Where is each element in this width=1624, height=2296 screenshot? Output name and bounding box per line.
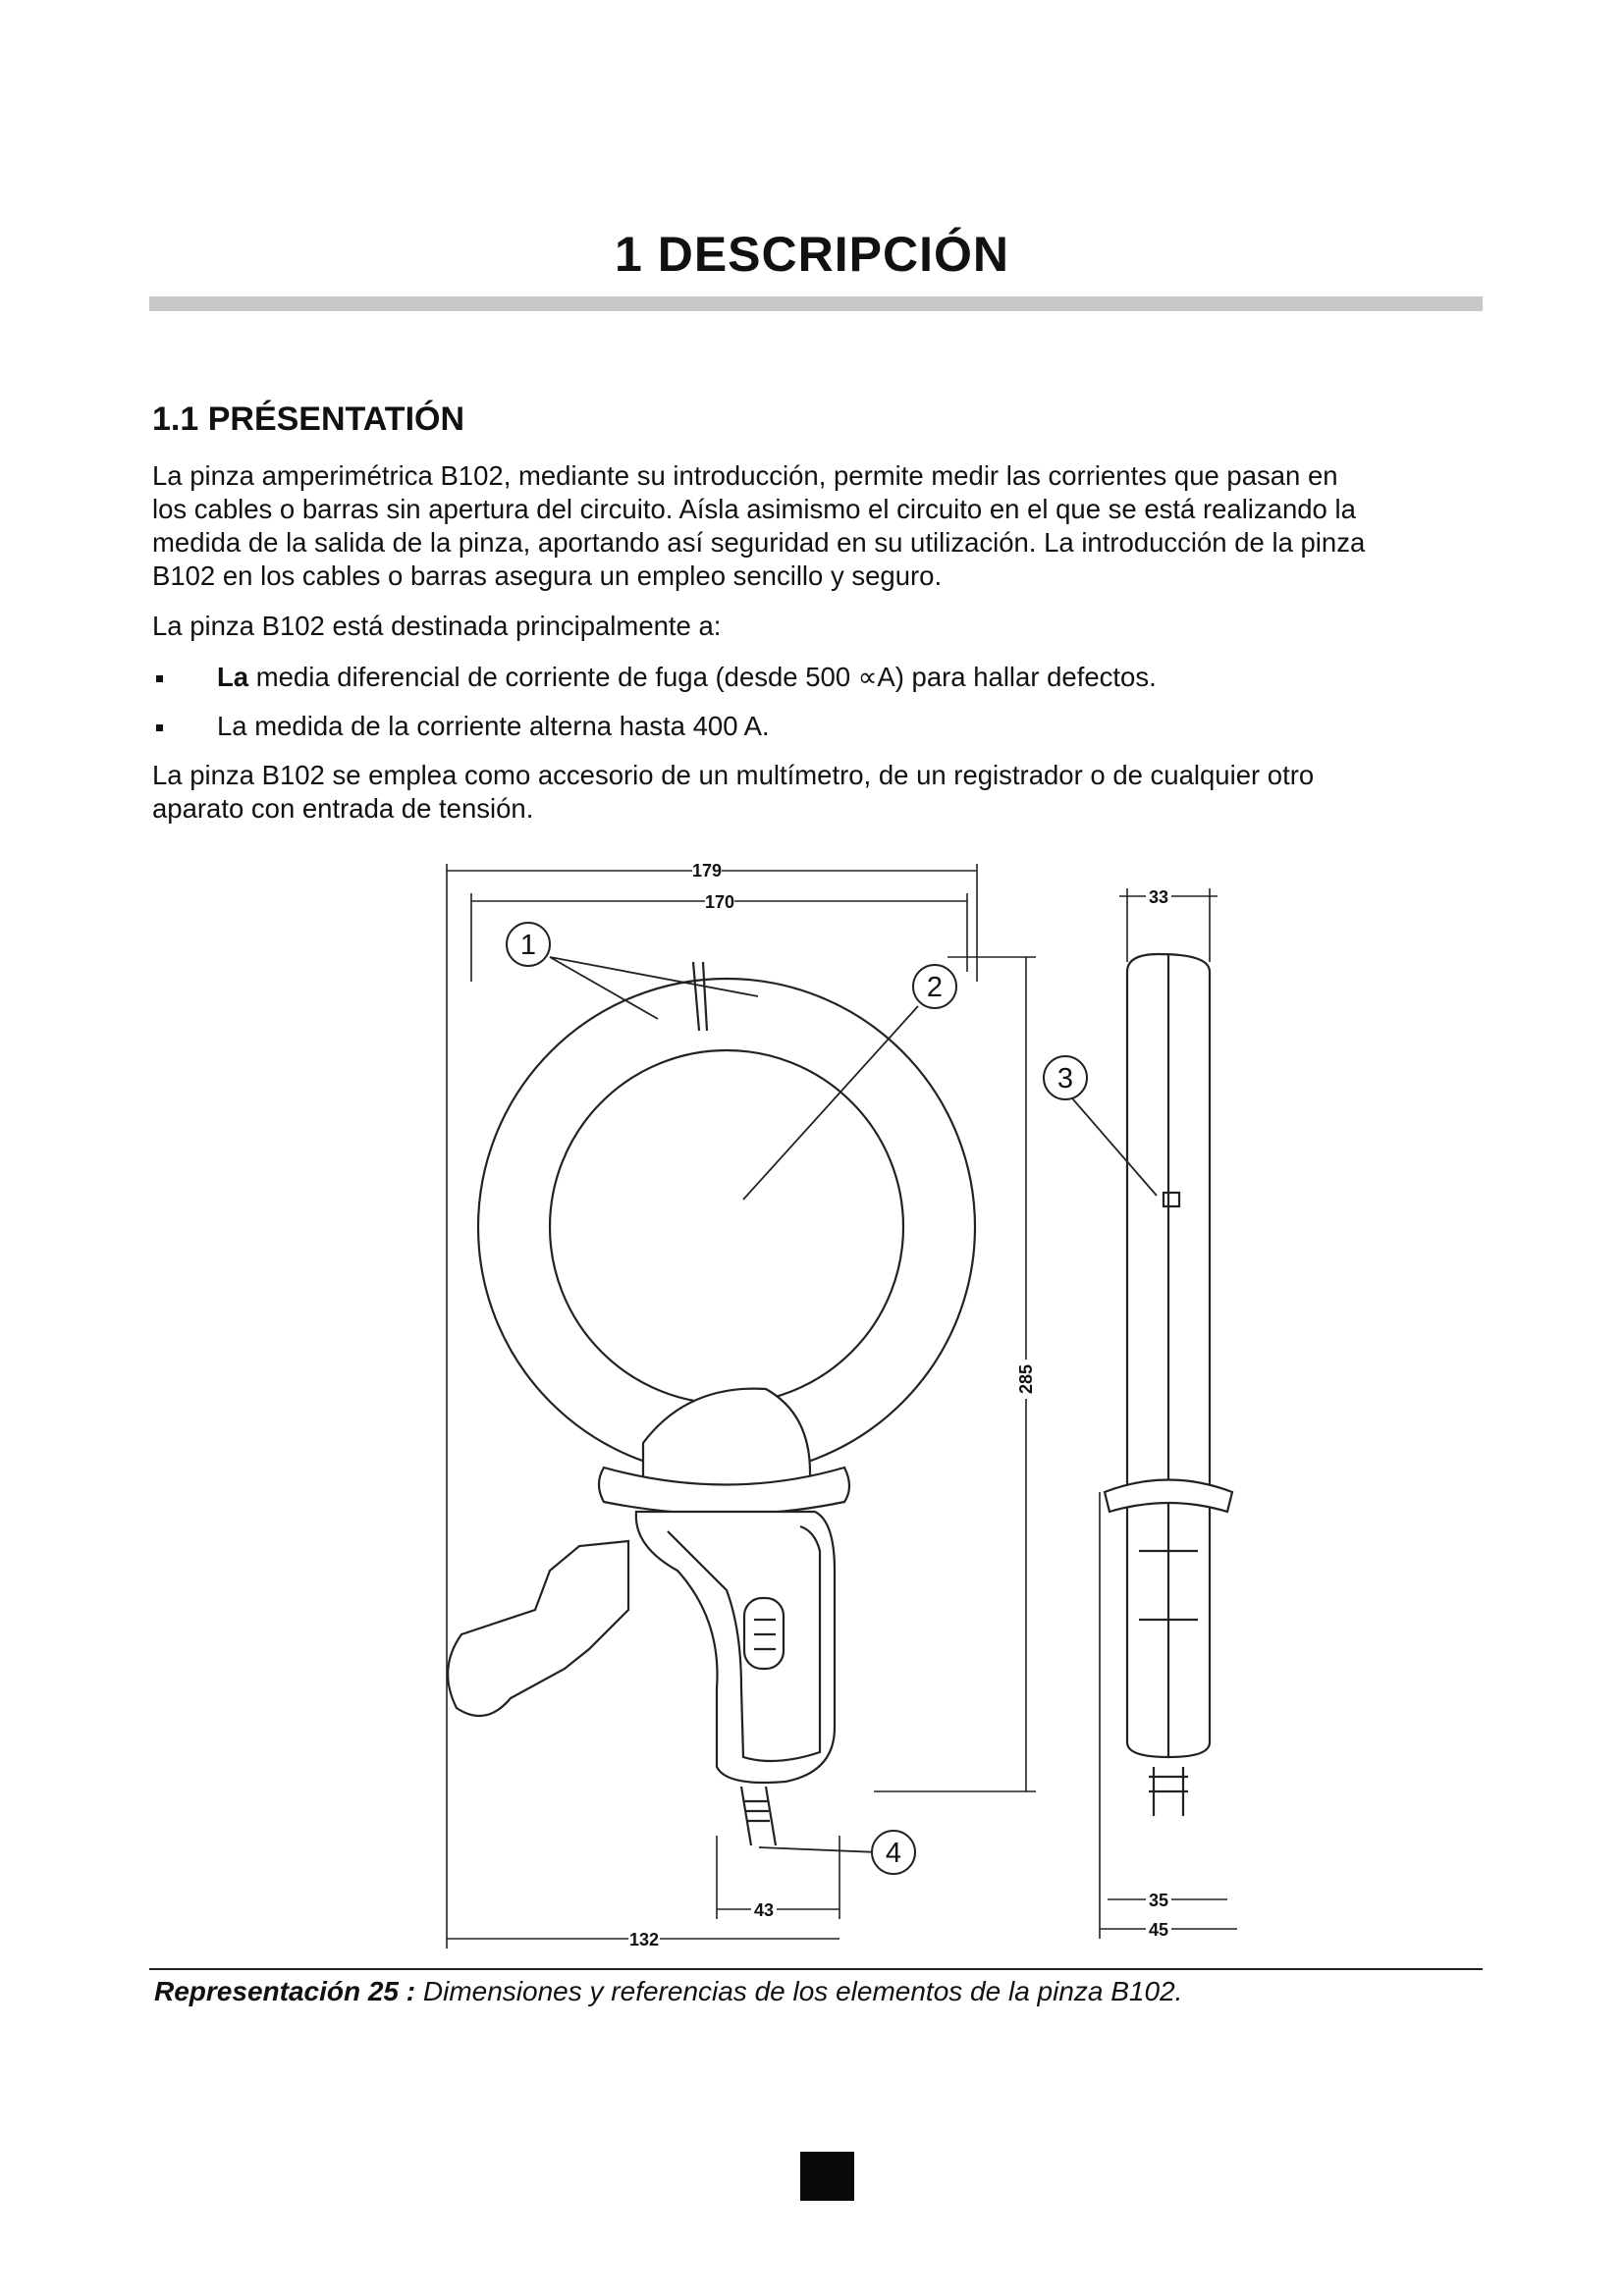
callout-label: 2	[926, 972, 944, 1003]
bullet-marker	[156, 675, 163, 682]
section-title: 1.1 PRÉSENTATIÓN	[152, 400, 465, 438]
dim-label-45: 45	[1148, 1920, 1169, 1940]
dim-label-132: 132	[628, 1930, 660, 1949]
caption-divider	[149, 1968, 1483, 1970]
bullet-text: media diferencial de corriente de fuga (desde 500 ∝A) para hallar defectos.	[248, 662, 1157, 692]
figure-caption	[154, 1976, 1182, 2007]
chapter-divider	[149, 296, 1483, 311]
bullet-text: medida de la corriente alterna hasta 400 A.	[246, 711, 770, 741]
dim-label-179: 179	[691, 861, 723, 881]
intro-line: los cables o barras sin apertura del circuito. Aísla asimismo el circuito en el que se está realizando la	[152, 494, 1356, 524]
chapter-title: 1 DESCRIPCIÓN	[615, 227, 1009, 282]
caption-text: Dimensiones y referencias de los elementos de la pinza B102.	[415, 1976, 1183, 2006]
intro-line: B102 en los cables o barras asegura un empleo sencillo y seguro.	[152, 561, 943, 591]
callout-label: 4	[885, 1838, 902, 1869]
callout-label: 3	[1056, 1063, 1074, 1095]
dim-label-35: 35	[1148, 1891, 1169, 1910]
page-number-box	[800, 2152, 854, 2201]
caption-label: Representación 25 :	[154, 1976, 416, 2006]
clamp-diagram	[432, 854, 1237, 1953]
bullet-lead: La	[217, 662, 249, 692]
intro-line: medida de la salida de la pinza, aportando así seguridad en su utilización. La introducción de la pinza	[152, 527, 1366, 558]
clamp-jaw-inner	[550, 1050, 903, 1404]
bullet-lead: La	[217, 711, 247, 741]
bullet-marker	[156, 724, 163, 731]
handle-grip	[636, 1512, 835, 1783]
dim-label-43: 43	[753, 1900, 775, 1920]
intro-line: La pinza amperimétrica B102, mediante su introducción, permite medir las corrientes que pasan en	[152, 460, 1338, 491]
trigger-lever	[448, 1541, 628, 1716]
usage-line: aparato con entrada de tensión.	[152, 793, 534, 824]
callout-label: 1	[519, 930, 537, 961]
dim-label-285: 285	[1016, 1363, 1036, 1395]
dim-label-33: 33	[1148, 887, 1169, 907]
usage-paragraph	[152, 759, 1497, 826]
intro-paragraph	[152, 459, 1497, 593]
dim-label-170: 170	[704, 892, 735, 912]
cable	[741, 1787, 776, 1845]
usage-line: La pinza B102 se emplea como accesorio de un multímetro, de un registrador o de cualquier otro	[152, 760, 1315, 790]
purpose-paragraph: La pinza B102 está destinada principalmente a:	[152, 611, 722, 641]
jaw-gap	[693, 962, 707, 1031]
